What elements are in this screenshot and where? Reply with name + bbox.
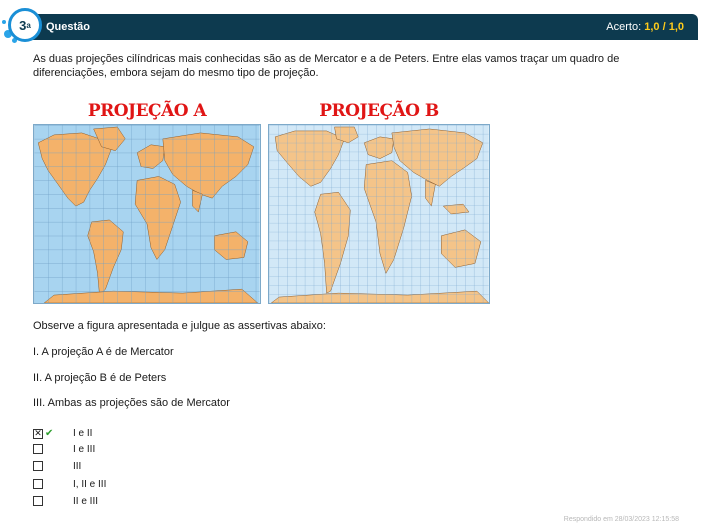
statement-3: III. Ambas as projeções são de Mercator [33, 397, 230, 409]
option-5-checkbox[interactable] [33, 496, 43, 506]
map-a-block [33, 98, 261, 309]
score-separator: / [662, 21, 666, 33]
score-display [606, 21, 684, 33]
map-b-title: PROJEÇÃO B [319, 101, 439, 121]
question-intro: As duas projeções cilíndricas mais conhecidas são as de Mercator e a de Peters. Entre elas vamos traçar um quadro de diferenciações, embora sejam do mesmo tipo de projeção. [33, 53, 620, 79]
option-4-label: I, II e III [73, 478, 107, 490]
answered-timestamp: Respondido em 28/03/2023 12:15:58 [563, 516, 679, 523]
option-1[interactable] [33, 428, 93, 439]
option-5-label: II e III [73, 495, 99, 507]
question-number-suffix: a [26, 20, 31, 30]
option-4[interactable] [33, 478, 107, 490]
option-1-checkbox[interactable]: ✕ [34, 428, 42, 438]
instruction-text: Observe a figura apresentada e julgue as assertivas abaixo: [33, 320, 326, 332]
option-1-label: I e II [73, 428, 93, 439]
map-a-image [33, 124, 261, 304]
option-5[interactable] [33, 495, 99, 507]
map-b-block [268, 98, 490, 309]
question-header [14, 14, 698, 40]
option-3[interactable] [33, 460, 82, 472]
score-total: 1,0 [668, 21, 684, 33]
question-label: Questão [46, 21, 91, 33]
statement-1: I. A projeção A é de Mercator [33, 346, 174, 358]
option-3-label: III [73, 460, 82, 472]
score-value: 1,0 [644, 21, 660, 33]
option-2[interactable] [33, 443, 96, 455]
option-3-checkbox[interactable] [33, 461, 43, 471]
badge-bubble [2, 20, 6, 24]
score-label: Acerto: [606, 21, 642, 33]
statement-2: II. A projeção B é de Peters [33, 372, 167, 384]
option-2-checkbox[interactable] [33, 444, 43, 454]
correct-check-icon: ✔ [45, 428, 54, 439]
question-number: 3 [19, 17, 27, 33]
question-number-badge [8, 8, 42, 42]
map-b-image [268, 124, 490, 304]
option-2-label: I e III [73, 443, 96, 455]
map-a-title: PROJEÇÃO A [87, 101, 207, 121]
option-4-checkbox[interactable] [33, 479, 43, 489]
